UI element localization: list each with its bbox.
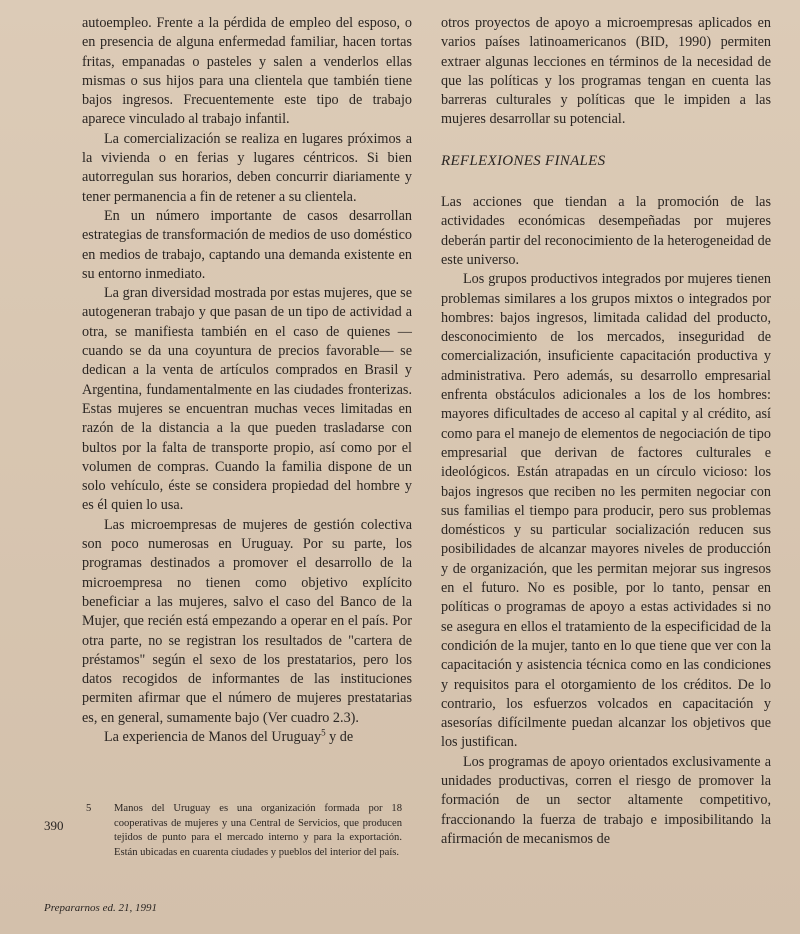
paragraph: Los programas de apoyo orientados exclusivamente a unidades productivas, corren el riesgo de promover la formación de un sector altamente competitivo, fraccionando la fuerza de trabajo e imposibilitando la afirmación de mecanismos de [441, 753, 771, 847]
paragraph-text: y de [325, 728, 354, 745]
paragraph: La gran diversidad mostrada por estas mujeres, que se autogeneran trabajo y que pasan de un tipo de actividad a otra, se manifiesta también en el caso de quienes —cuando se da una coyuntura de precios favorable— se dedican a la venta de artículos comprados en Brasil y Argentina, fundamentalmente en las ciudades fronterizas. Estas mujeres se encuentran muchas veces limitadas en razón de la distancia a la que pueden trasladarse con bultos por la falta de transporte propio, así como por el volumen de compras. Cuando la familia dispone de un solo vehículo, éste se considera propiedad del hombre y es él quien lo usa. [82, 285, 412, 514]
section-heading: REFLEXIONES FINALES [441, 152, 606, 169]
left-column [82, 14, 412, 747]
footnote [82, 802, 402, 860]
right-column [441, 14, 771, 849]
paragraph: Las microempresas de mujeres de gestión colectiva son poco numerosas en Uruguay. Por su parte, los programas destinados a promover el desarrollo de la microempresa no tienen como objetivo explícito beneficiar a las mujeres, salvo el caso del Banco de la Mujer, que recién está empezando a operar en el país. Por otra parte, no se registran los resultados de "cartera de préstamos" según el sexo de los prestatarios, pero los datos recogidos de informantes de las instituciones permiten afirmar que el número de mujeres prestatarias es, en general, sumamente bajo (Ver cuadro 2.3). [82, 516, 412, 726]
paragraph-text: La experiencia de Manos del Uruguay [104, 728, 322, 745]
paragraph [82, 728, 412, 747]
paragraph: Los grupos productivos integrados por mujeres tienen problemas similares a los grupos mixtos o integrados por hombres: bajos ingresos, limitada calidad del producto, desconocimiento de los mercados, inseguridad de comercialización, insuficiente capacitación productiva y administrativa. Pero además, su desarrollo empresarial enfrenta obstáculos adicionales a los de los hombres: mayores dificultades de acceso al capital y al crédito, así como para el manejo de elementos de negociación de tipo empresarial que derivan de factores culturales e ideológicos. Están atrapadas en un círculo vicioso: los bajos ingresos que reciben no les permiten negociar con sus familias el tiempo para producir, pero sus problemas domésticos y su particular socialización reducen sus posibilidades de alcanzar mayores niveles de producción y de organización, que les permitan mejorar sus ingresos en el futuro. No es posible, por lo tanto, pensar en políticas o programas de apoyo a estas actividades si no se asegura en ellos el tratamiento de la especificidad de la condición de la mujer, tanto en lo que tiene que ver con la capacitación y asistencia técnica como en las condiciones y requisitos para el otorgamiento de los créditos. De lo contrario, los esfuerzos volcados en capacitación y asesorías difícilmente puedan alcanzar los objetivos que los justifican. [441, 271, 771, 751]
paragraph: Las acciones que tiendan a la promoción de las actividades económicas desempeñadas por mujeres deberán partir del reconocimiento de la heterogeneidad de este universo. [441, 194, 771, 268]
paragraph: otros proyectos de apoyo a microempresas aplicados en varios países latinoamericanos (BID, 1990) permiten extraer algunas lecciones en términos de la necesidad de que las políticas y los programas tengan en cuenta las barreras culturales y políticas que le impiden a las mujeres desarrollar su potencial. [441, 15, 771, 128]
footnote-reference: 5 [321, 727, 326, 738]
paragraph: En un número importante de casos desarrollan estrategias de transformación de medios de uso doméstico en medios de trabajo, captando una demanda existente en su entorno inmediato. [82, 207, 412, 282]
page-number: 390 [44, 818, 64, 833]
footnote-text: Manos del Uruguay es una organización formada por 18 cooperativas de mujeres y una Central de Servicios, que producen tejidos de punto para el mercado interno y para la exportación. Están ubicadas en cuarenta ciudades y pueblos del interior del país. [114, 803, 402, 858]
paragraph: La comercialización se realiza en lugares próximos a la vivienda o en ferias y lugares céntricos. Si bien autorregulan sus horarios, deben concurrir diariamente y tener permanencia a fin de retener a su clientela. [82, 130, 412, 205]
running-footer: Prepararnos ed. 21, 1991 [44, 902, 157, 914]
paragraph: autoempleo. Frente a la pérdida de empleo del esposo, o en presencia de alguna enfermedad familiar, hacen tortas fritas, empanadas o pasteles y salen a venderlos ellas mismas o sus hijos para una clientela que también tiene bajos ingresos. Frecuentemente este tipo de trabajo aparece vinculado al trabajo infantil. [82, 15, 412, 128]
footnote-mark: 5 [86, 803, 92, 814]
